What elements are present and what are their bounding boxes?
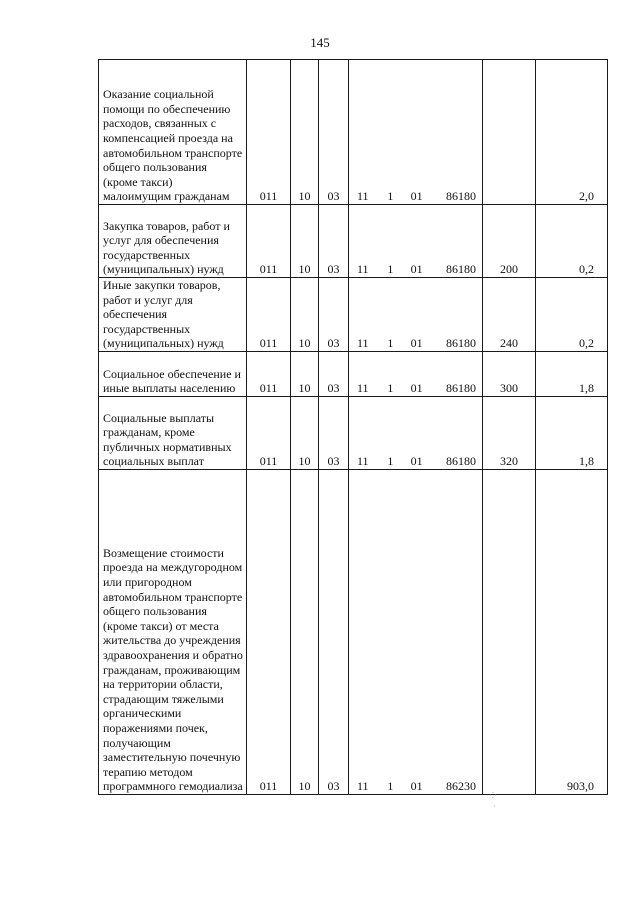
expense-type-code: 320 (483, 396, 536, 469)
dept-code: 011 (247, 60, 291, 205)
target-article-code (349, 205, 483, 278)
amount: 0,2 (536, 205, 608, 278)
row-name: Возмещение стоимости проезда на междугородном или пригородном автомобильном транспорте общего пользования (кроме такси) от места жительства до учреждения здравоохранения и обратно гражданам, проживающим на территории области, страдающим тяжелыми органическими поражениями почек, получающим заместительную почечную терапию методом программного гемодиализа (99, 469, 247, 794)
budget-table (98, 59, 608, 795)
subprogram-code: 1 (387, 189, 394, 204)
table-row (99, 60, 608, 205)
expense-direction-code: 86180 (445, 189, 476, 204)
row-name: Социальные выплаты гражданам, кроме публичных нормативных социальных выплат (99, 396, 247, 469)
scan-speck: ·⁚· (489, 791, 497, 800)
program-code: 11 (357, 336, 369, 351)
expense-direction-code: 86230 (445, 779, 476, 794)
dept-code: 011 (247, 351, 291, 396)
table-row (99, 278, 608, 352)
expense-direction-code: 86180 (445, 454, 476, 469)
program-code: 11 (357, 381, 369, 396)
section-code: 10 (291, 60, 319, 205)
program-code: 11 (357, 262, 369, 277)
expense-type-code: 300 (483, 351, 536, 396)
subsection-code: 03 (319, 60, 349, 205)
main-activity-code: 01 (410, 779, 423, 794)
page-number: 145 (310, 35, 330, 50)
expense-direction-code: 86180 (445, 381, 476, 396)
subprogram-code: 1 (387, 779, 394, 794)
program-code: 11 (357, 779, 369, 794)
main-activity-code: 01 (410, 336, 423, 351)
amount: 2,0 (536, 60, 608, 205)
subprogram-code: 1 (387, 262, 394, 277)
amount: 1,8 (536, 351, 608, 396)
subprogram-code: 1 (387, 454, 394, 469)
section-code: 10 (291, 205, 319, 278)
main-activity-code: 01 (410, 262, 423, 277)
dept-code: 011 (247, 396, 291, 469)
subsection-code: 03 (319, 469, 349, 794)
table-row (99, 351, 608, 396)
row-name: Оказание социальной помощи по обеспечению расходов, связанных с компенсацией проезда на автомобильном транспорте общего пользования (кроме такси) малоимущим гражданам (99, 60, 247, 205)
table-row (99, 469, 608, 794)
subsection-code: 03 (319, 396, 349, 469)
table-row (99, 396, 608, 469)
target-article-code (349, 351, 483, 396)
section-code: 10 (291, 278, 319, 352)
row-name: Закупка товаров, работ и услуг для обеспечения государственных (муниципальных) нужд (99, 205, 247, 278)
target-article-code (349, 396, 483, 469)
main-activity-code: 01 (410, 189, 423, 204)
section-code: 10 (291, 351, 319, 396)
expense-type-code: 240 (483, 278, 536, 352)
scan-speck: · (493, 802, 496, 811)
expense-type-code: 200 (483, 205, 536, 278)
program-code: 11 (357, 454, 369, 469)
expense-direction-code: 86180 (445, 336, 476, 351)
subsection-code: 03 (319, 205, 349, 278)
main-activity-code: 01 (410, 454, 423, 469)
target-article-code (349, 60, 483, 205)
row-name: Иные закупки товаров, работ и услуг для обеспечения государственных (муниципальных) нужд (99, 278, 247, 352)
amount: 0,2 (536, 278, 608, 352)
dept-code: 011 (247, 278, 291, 352)
target-article-code (349, 469, 483, 794)
section-code: 10 (291, 469, 319, 794)
subprogram-code: 1 (387, 336, 394, 351)
main-activity-code: 01 (410, 381, 423, 396)
expense-type-code (483, 469, 536, 794)
amount: 903,0 (536, 469, 608, 794)
dept-code: 011 (247, 205, 291, 278)
subsection-code: 03 (319, 351, 349, 396)
section-code: 10 (291, 396, 319, 469)
dept-code: 011 (247, 469, 291, 794)
expense-direction-code: 86180 (445, 262, 476, 277)
target-article-code (349, 278, 483, 352)
amount: 1,8 (536, 396, 608, 469)
expense-type-code (483, 60, 536, 205)
row-name: Социальное обеспечение и иные выплаты населению (99, 351, 247, 396)
subsection-code: 03 (319, 278, 349, 352)
subprogram-code: 1 (387, 381, 394, 396)
program-code: 11 (357, 189, 369, 204)
table-row (99, 205, 608, 278)
